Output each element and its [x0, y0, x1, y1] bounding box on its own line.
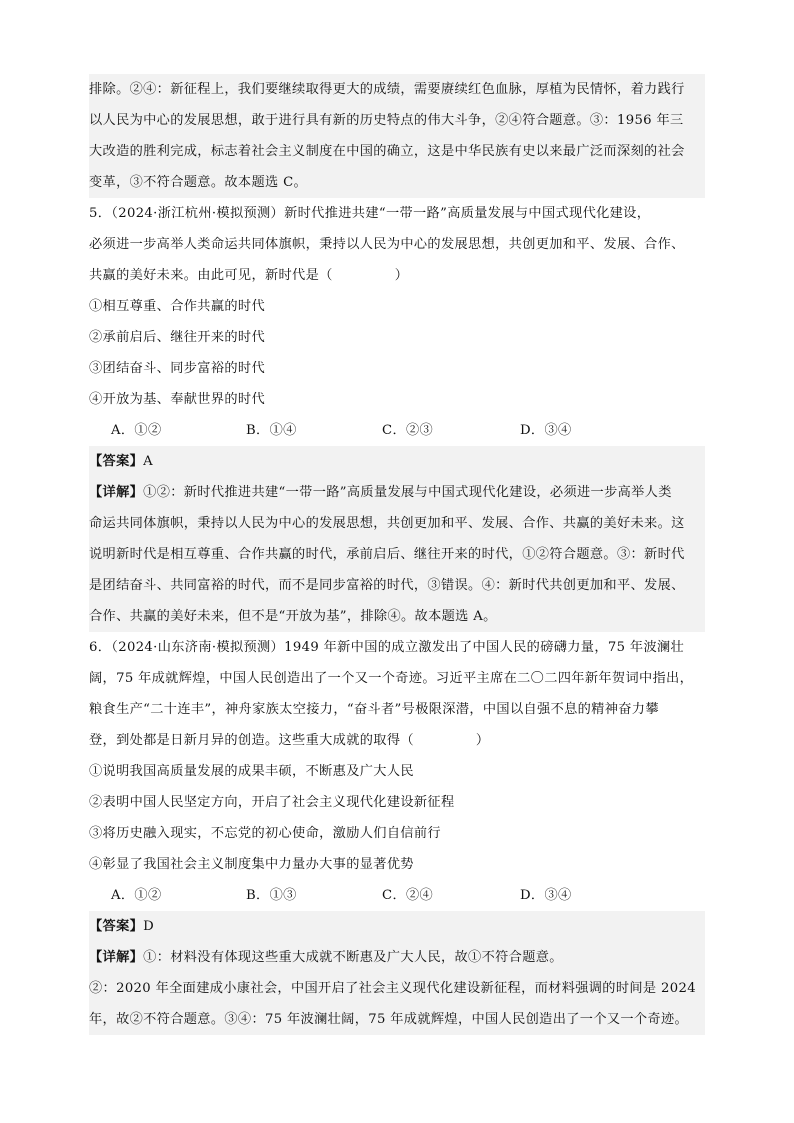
statement-item: ②承前启后、继往开来的时代	[89, 330, 265, 345]
answer-value: D	[143, 919, 155, 934]
analysis-text: ①：材料没有体现这些重大成就不断惠及广大人民，故①不符合题意。	[143, 950, 563, 965]
question-stem-line: 5．（2024·浙江杭州·模拟预测）新时代推进共建“一带一路”高质量发展与中国式现代化建设，	[89, 206, 651, 221]
statement-item: ④彰显了我国社会主义制度集中力量办大事的显著优势	[89, 857, 414, 872]
analysis-line: 年，故②不符合题意。③④：75 年波澜壮阔，75 年成就辉煌，中国人民创造出了一个又一个奇迹。	[89, 1012, 689, 1027]
question-stem-line: 阔，75 年成就辉煌，中国人民创造出了一个又一个奇迹。习近平主席在二〇二四年新年贺词中指出，	[89, 671, 694, 686]
statement-item: ②表明中国人民坚定方向，开启了社会主义现代化建设新征程	[89, 795, 455, 810]
analysis-line: 以人民为中心的发展思想，敢于进行具有新的历史特点的伟大斗争，②④符合题意。③：1956 年三	[89, 113, 684, 128]
answer-line	[89, 911, 705, 942]
option-b: B．①④	[246, 423, 297, 438]
analysis-line	[89, 477, 705, 508]
answer-block	[89, 911, 705, 1035]
answer-value: A	[143, 454, 154, 469]
analysis-label: 【详解】	[89, 485, 144, 500]
question-stem-line	[89, 725, 705, 756]
previous-analysis-block	[89, 74, 705, 198]
option-c: C．②③	[382, 423, 434, 438]
answer-line	[89, 446, 705, 477]
option-a: A．①②	[111, 888, 162, 903]
analysis-line: 变革，③不符合题意。故本题选 C。	[89, 175, 308, 190]
statement-item: ③团结奋斗、同步富裕的时代	[89, 361, 265, 376]
statement-item: ①说明我国高质量发展的成果丰硕，不断惠及广大人民	[89, 764, 414, 779]
document-page	[89, 74, 705, 1035]
analysis-line: 是团结奋斗、共同富裕的时代，而不是同步富裕的时代，③错误。④：新时代共创更加和平、发展、	[89, 578, 685, 593]
analysis-line: 排除。②④：新征程上，我们要继续取得更大的成绩，需要赓续红色血脉，厚植为民情怀，着力践行	[89, 82, 685, 97]
analysis-text: ①②：新时代推进共建“一带一路”高质量发展与中国式现代化建设，必须进一步高举人类	[143, 485, 672, 500]
question-stem-line: 粮食生产“二十连丰”，神舟家族太空接力，“奋斗者”号极限深潜，中国以自强不息的精神奋力攀	[89, 702, 659, 717]
statement-item: ①相互尊重、合作共赢的时代	[89, 299, 265, 314]
option-d: D．③④	[520, 888, 572, 903]
option-d: D．③④	[520, 423, 572, 438]
analysis-label: 【详解】	[89, 950, 144, 965]
question-stem-text: 登，到处都是日新月异的创造。这些重大成就的取得（	[89, 733, 414, 748]
statement-item: ④开放为基、奉献世界的时代	[89, 392, 265, 407]
question-stem-text: 共赢的美好未来。由此可见，新时代是（	[89, 268, 333, 283]
analysis-line: ②：2020 年全面建成小康社会，中国开启了社会主义现代化建设新征程，而材料强调的时间是 2024	[89, 981, 696, 996]
answer-label: 【答案】	[89, 454, 144, 469]
option-b: B．①③	[246, 888, 297, 903]
question-stem-line	[89, 260, 705, 291]
analysis-line: 命运共同体旗帜，秉持以人民为中心的发展思想，共创更加和平、发展、合作、共赢的美好未来。这	[89, 516, 685, 531]
analysis-line	[89, 942, 705, 973]
question-stem-line: 必须进一步高举人类命运共同体旗帜，秉持以人民为中心的发展思想，共创更加和平、发展、合作、	[89, 237, 685, 252]
answer-options	[89, 415, 705, 446]
answer-options	[89, 880, 705, 911]
option-a: A．①②	[111, 423, 162, 438]
analysis-line: 合作、共赢的美好未来，但不是“开放为基”，排除④。故本题选 A。	[89, 609, 497, 624]
answer-block	[89, 446, 705, 632]
answer-label: 【答案】	[89, 919, 144, 934]
question-stem-line: 6．（2024·山东济南·模拟预测）1949 年新中国的成立激发出了中国人民的磅礴力量，75 年波澜壮	[89, 640, 685, 655]
analysis-line: 大改造的胜利完成，标志着社会主义制度在中国的确立，这是中华民族有史以来最广泛而深刻的社会	[89, 144, 685, 159]
question-stem-text: ）	[475, 733, 490, 748]
question-5	[89, 198, 705, 632]
question-6	[89, 632, 705, 1035]
option-c: C．②④	[382, 888, 434, 903]
analysis-line: 说明新时代是相互尊重、合作共赢的时代，承前启后、继往开来的时代，①②符合题意。③：新时代	[89, 547, 685, 562]
question-stem-text: ）	[394, 268, 409, 283]
statement-item: ③将历史融入现实，不忘党的初心使命，激励人们自信前行	[89, 826, 441, 841]
